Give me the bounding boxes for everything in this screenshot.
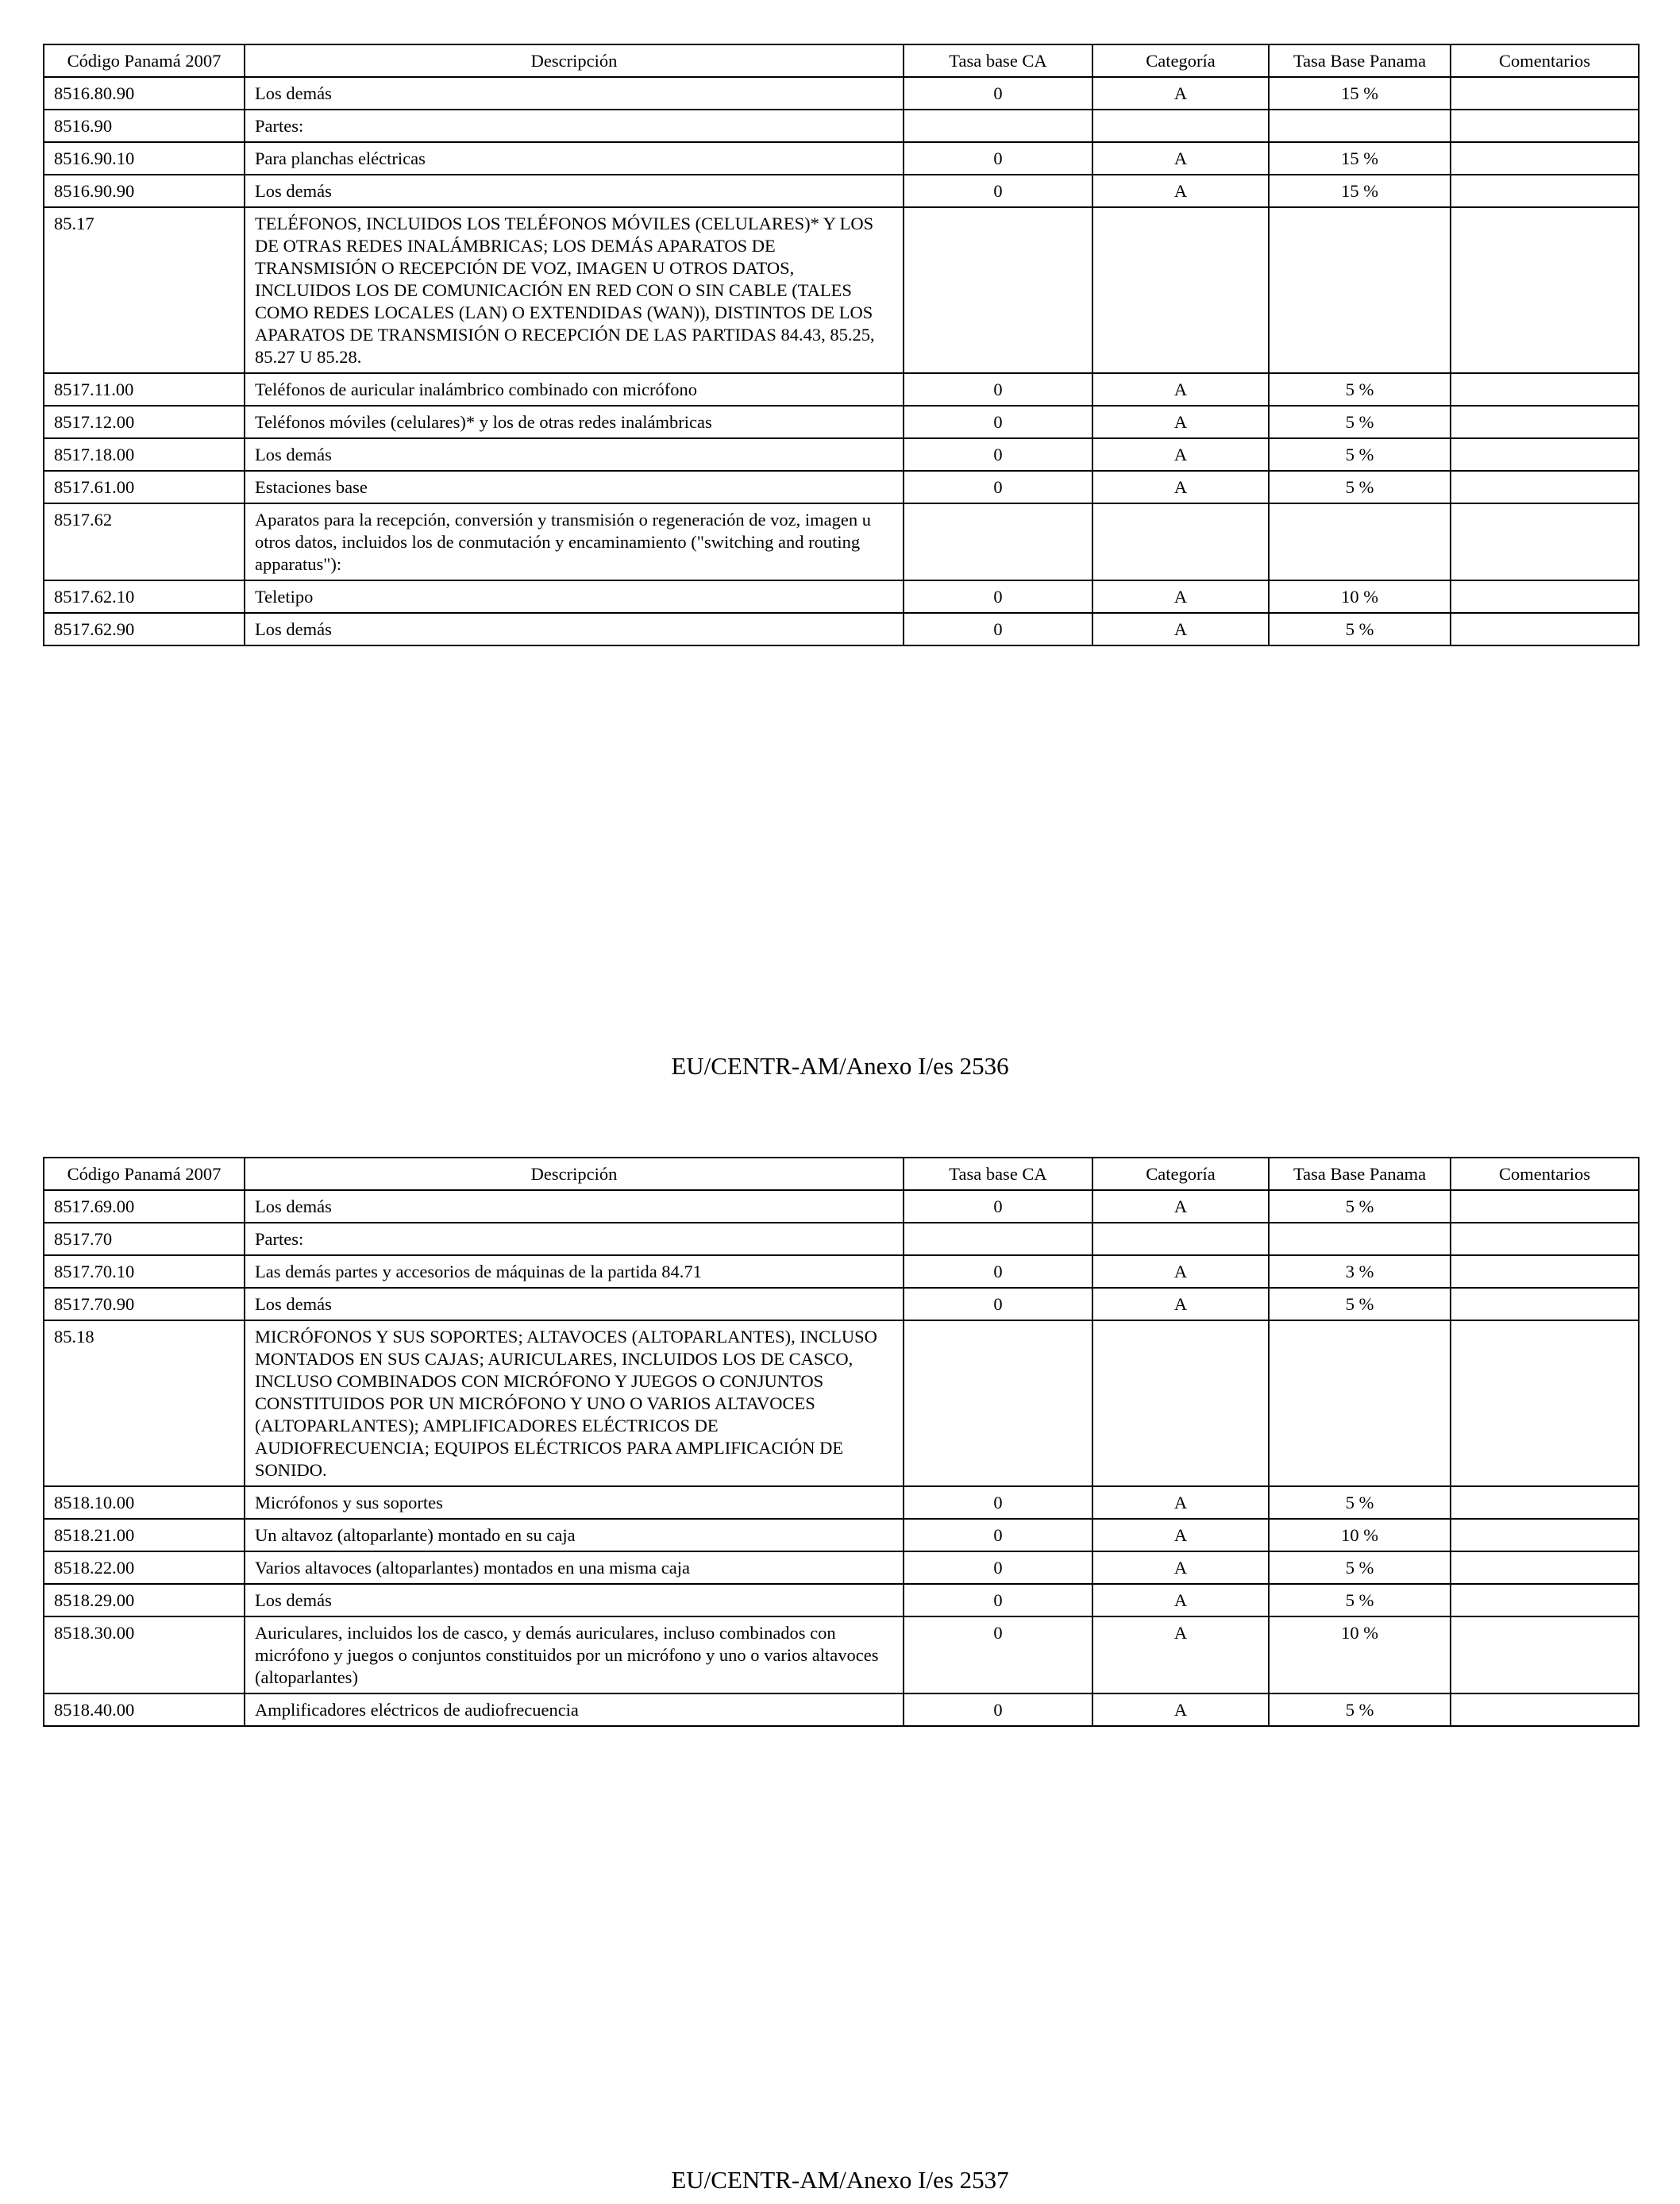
header-categoria: Categoría	[1092, 44, 1269, 77]
cell-descripcion: Un altavoz (altoparlante) montado en su caja	[245, 1519, 904, 1551]
header-tasa-base-panama: Tasa Base Panama	[1269, 44, 1451, 77]
header-codigo: Código Panamá 2007	[44, 44, 245, 77]
cell-comentarios	[1451, 1584, 1639, 1616]
cell-codigo: 85.17	[44, 207, 245, 373]
cell-tasa-base-panama: 5 %	[1269, 1486, 1451, 1519]
cell-categoria: A	[1092, 1584, 1269, 1616]
cell-codigo: 8517.70.90	[44, 1288, 245, 1320]
cell-categoria: A	[1092, 1519, 1269, 1551]
cell-descripcion: Partes:	[245, 110, 904, 142]
cell-comentarios	[1451, 503, 1639, 580]
cell-comentarios	[1451, 1223, 1639, 1255]
cell-tasa-base-ca: 0	[904, 438, 1092, 471]
cell-codigo: 8517.18.00	[44, 438, 245, 471]
header-comentarios: Comentarios	[1451, 1158, 1639, 1190]
cell-tasa-base-ca: 0	[904, 471, 1092, 503]
cell-tasa-base-panama: 5 %	[1269, 406, 1451, 438]
cell-categoria: A	[1092, 406, 1269, 438]
table-row	[44, 1519, 1639, 1551]
cell-categoria: A	[1092, 1190, 1269, 1223]
table-row	[44, 1320, 1639, 1486]
cell-comentarios	[1451, 1693, 1639, 1726]
cell-tasa-base-ca: 0	[904, 77, 1092, 110]
cell-codigo: 8518.22.00	[44, 1551, 245, 1584]
cell-categoria: A	[1092, 1255, 1269, 1288]
cell-descripcion: Para planchas eléctricas	[245, 142, 904, 175]
cell-descripcion: Los demás	[245, 613, 904, 645]
cell-codigo: 8517.11.00	[44, 373, 245, 406]
cell-tasa-base-ca: 0	[904, 1519, 1092, 1551]
cell-categoria: A	[1092, 613, 1269, 645]
cell-descripcion: Teléfonos móviles (celulares)* y los de otras redes inalámbricas	[245, 406, 904, 438]
cell-tasa-base-panama: 15 %	[1269, 175, 1451, 207]
cell-tasa-base-panama: 5 %	[1269, 613, 1451, 645]
cell-tasa-base-panama	[1269, 207, 1451, 373]
cell-tasa-base-panama: 5 %	[1269, 1190, 1451, 1223]
cell-tasa-base-ca: 0	[904, 373, 1092, 406]
cell-codigo: 8517.70	[44, 1223, 245, 1255]
cell-tasa-base-ca: 0	[904, 175, 1092, 207]
table-row	[44, 1288, 1639, 1320]
cell-tasa-base-panama	[1269, 110, 1451, 142]
table-header-row	[44, 1158, 1639, 1190]
cell-descripcion: MICRÓFONOS Y SUS SOPORTES; ALTAVOCES (ALTOPARLANTES), INCLUSO MONTADOS EN SUS CAJAS; AURICULARES, INCLUIDOS LOS DE CASCO, INCLUSO COMBINADOS CON MICRÓFONO Y JUEGOS O CONJUNTOS CONSTITUIDOS POR UN MICRÓFONO Y UNO O VARIOS ALTAVOCES (ALTOPARLANTES); AMPLIFICADORES ELÉCTRICOS DE AUDIOFRECUENCIA; EQUIPOS ELÉCTRICOS PARA AMPLIFICACIÓN DE SONIDO.	[245, 1320, 904, 1486]
cell-comentarios	[1451, 438, 1639, 471]
cell-categoria: A	[1092, 1288, 1269, 1320]
table-row	[44, 142, 1639, 175]
cell-tasa-base-panama: 15 %	[1269, 142, 1451, 175]
cell-comentarios	[1451, 373, 1639, 406]
header-comentarios: Comentarios	[1451, 44, 1639, 77]
cell-tasa-base-ca: 0	[904, 1693, 1092, 1726]
cell-comentarios	[1451, 1288, 1639, 1320]
cell-comentarios	[1451, 175, 1639, 207]
cell-categoria: A	[1092, 580, 1269, 613]
table-row	[44, 77, 1639, 110]
table-row	[44, 613, 1639, 645]
page-footer-2536: EU/CENTR-AM/Anexo I/es 2536	[671, 1052, 1009, 1080]
cell-codigo: 8518.21.00	[44, 1519, 245, 1551]
cell-tasa-base-panama: 5 %	[1269, 1584, 1451, 1616]
table-row	[44, 207, 1639, 373]
cell-categoria: A	[1092, 471, 1269, 503]
table-row	[44, 1255, 1639, 1288]
cell-comentarios	[1451, 406, 1639, 438]
cell-categoria	[1092, 207, 1269, 373]
table-row	[44, 1551, 1639, 1584]
table-row	[44, 580, 1639, 613]
cell-codigo: 8518.40.00	[44, 1693, 245, 1726]
cell-codigo: 8517.62.90	[44, 613, 245, 645]
table-row	[44, 438, 1639, 471]
cell-descripcion: Los demás	[245, 1190, 904, 1223]
cell-codigo: 8517.69.00	[44, 1190, 245, 1223]
table-row	[44, 503, 1639, 580]
cell-tasa-base-ca	[904, 1223, 1092, 1255]
cell-descripcion: Aparatos para la recepción, conversión y transmisión o regeneración de voz, imagen u otros datos, incluidos los de conmutación y encaminamiento ("switching and routing apparatus"):	[245, 503, 904, 580]
table-row	[44, 406, 1639, 438]
cell-categoria	[1092, 1223, 1269, 1255]
cell-tasa-base-ca: 0	[904, 580, 1092, 613]
cell-descripcion: Amplificadores eléctricos de audiofrecuencia	[245, 1693, 904, 1726]
cell-categoria: A	[1092, 175, 1269, 207]
cell-codigo: 8518.29.00	[44, 1584, 245, 1616]
header-tasa-base-panama: Tasa Base Panama	[1269, 1158, 1451, 1190]
cell-tasa-base-panama: 5 %	[1269, 373, 1451, 406]
cell-tasa-base-ca: 0	[904, 1255, 1092, 1288]
cell-tasa-base-ca	[904, 110, 1092, 142]
cell-tasa-base-ca: 0	[904, 406, 1092, 438]
cell-descripcion: Partes:	[245, 1223, 904, 1255]
cell-codigo: 8517.12.00	[44, 406, 245, 438]
cell-codigo: 8517.70.10	[44, 1255, 245, 1288]
cell-tasa-base-panama: 5 %	[1269, 471, 1451, 503]
tariff-table-page-2536	[43, 44, 1640, 646]
cell-tasa-base-panama: 5 %	[1269, 1693, 1451, 1726]
cell-descripcion: Micrófonos y sus soportes	[245, 1486, 904, 1519]
cell-comentarios	[1451, 1320, 1639, 1486]
cell-tasa-base-ca: 0	[904, 1616, 1092, 1693]
table-header-row	[44, 44, 1639, 77]
cell-tasa-base-ca	[904, 207, 1092, 373]
cell-codigo: 8518.10.00	[44, 1486, 245, 1519]
cell-tasa-base-panama: 15 %	[1269, 77, 1451, 110]
cell-tasa-base-panama	[1269, 503, 1451, 580]
cell-tasa-base-ca: 0	[904, 1190, 1092, 1223]
cell-comentarios	[1451, 471, 1639, 503]
cell-tasa-base-panama: 5 %	[1269, 1551, 1451, 1584]
cell-categoria: A	[1092, 1551, 1269, 1584]
cell-tasa-base-ca: 0	[904, 1486, 1092, 1519]
cell-descripcion: Los demás	[245, 438, 904, 471]
table-row	[44, 373, 1639, 406]
cell-descripcion: Los demás	[245, 1584, 904, 1616]
cell-codigo: 8516.80.90	[44, 77, 245, 110]
table-row	[44, 1693, 1639, 1726]
cell-descripcion: Teléfonos de auricular inalámbrico combinado con micrófono	[245, 373, 904, 406]
cell-categoria	[1092, 110, 1269, 142]
cell-categoria: A	[1092, 1486, 1269, 1519]
cell-categoria: A	[1092, 142, 1269, 175]
cell-tasa-base-ca	[904, 503, 1092, 580]
cell-comentarios	[1451, 142, 1639, 175]
cell-codigo: 8517.62	[44, 503, 245, 580]
cell-categoria	[1092, 503, 1269, 580]
table-row	[44, 471, 1639, 503]
table-row	[44, 1616, 1639, 1693]
table-row	[44, 175, 1639, 207]
cell-tasa-base-panama	[1269, 1320, 1451, 1486]
cell-codigo: 8518.30.00	[44, 1616, 245, 1693]
page-footer-2537: EU/CENTR-AM/Anexo I/es 2537	[671, 2166, 1009, 2194]
tariff-table-page-2537	[43, 1157, 1640, 1727]
cell-codigo: 8516.90.10	[44, 142, 245, 175]
cell-codigo: 8517.62.10	[44, 580, 245, 613]
header-codigo: Código Panamá 2007	[44, 1158, 245, 1190]
cell-comentarios	[1451, 110, 1639, 142]
cell-categoria: A	[1092, 373, 1269, 406]
header-descripcion: Descripción	[245, 44, 904, 77]
cell-categoria: A	[1092, 1693, 1269, 1726]
cell-tasa-base-panama: 5 %	[1269, 438, 1451, 471]
cell-comentarios	[1451, 1190, 1639, 1223]
cell-categoria	[1092, 1320, 1269, 1486]
cell-categoria: A	[1092, 77, 1269, 110]
table-row	[44, 1223, 1639, 1255]
header-tasa-base-ca: Tasa base CA	[904, 44, 1092, 77]
cell-descripcion: Los demás	[245, 1288, 904, 1320]
cell-codigo: 8517.61.00	[44, 471, 245, 503]
header-descripcion: Descripción	[245, 1158, 904, 1190]
cell-codigo: 85.18	[44, 1320, 245, 1486]
cell-comentarios	[1451, 1255, 1639, 1288]
cell-comentarios	[1451, 1486, 1639, 1519]
cell-tasa-base-ca: 0	[904, 1551, 1092, 1584]
cell-codigo: 8516.90.90	[44, 175, 245, 207]
cell-descripcion: Varios altavoces (altoparlantes) montados en una misma caja	[245, 1551, 904, 1584]
cell-tasa-base-panama: 10 %	[1269, 1616, 1451, 1693]
cell-tasa-base-ca: 0	[904, 142, 1092, 175]
cell-comentarios	[1451, 1519, 1639, 1551]
cell-comentarios	[1451, 613, 1639, 645]
cell-comentarios	[1451, 580, 1639, 613]
cell-tasa-base-panama: 10 %	[1269, 580, 1451, 613]
cell-tasa-base-panama	[1269, 1223, 1451, 1255]
table-row	[44, 110, 1639, 142]
cell-tasa-base-panama: 10 %	[1269, 1519, 1451, 1551]
cell-tasa-base-ca: 0	[904, 1288, 1092, 1320]
cell-descripcion: Las demás partes y accesorios de máquinas de la partida 84.71	[245, 1255, 904, 1288]
cell-tasa-base-panama: 5 %	[1269, 1288, 1451, 1320]
cell-descripcion: Auriculares, incluidos los de casco, y demás auriculares, incluso combinados con micrófono y juegos o conjuntos constituidos por un micrófono y uno o varios altavoces (altoparlantes)	[245, 1616, 904, 1693]
cell-categoria: A	[1092, 438, 1269, 471]
cell-codigo: 8516.90	[44, 110, 245, 142]
table-row	[44, 1584, 1639, 1616]
cell-tasa-base-panama: 3 %	[1269, 1255, 1451, 1288]
header-categoria: Categoría	[1092, 1158, 1269, 1190]
cell-descripcion: Los demás	[245, 77, 904, 110]
cell-categoria: A	[1092, 1616, 1269, 1693]
table-row	[44, 1190, 1639, 1223]
cell-comentarios	[1451, 1551, 1639, 1584]
cell-descripcion: Los demás	[245, 175, 904, 207]
table-row	[44, 1486, 1639, 1519]
cell-tasa-base-ca	[904, 1320, 1092, 1486]
cell-tasa-base-ca: 0	[904, 613, 1092, 645]
cell-comentarios	[1451, 1616, 1639, 1693]
header-tasa-base-ca: Tasa base CA	[904, 1158, 1092, 1190]
cell-comentarios	[1451, 207, 1639, 373]
cell-descripcion: TELÉFONOS, INCLUIDOS LOS TELÉFONOS MÓVILES (CELULARES)* Y LOS DE OTRAS REDES INALÁMBRICAS; LOS DEMÁS APARATOS DE TRANSMISIÓN O RECEPCIÓN DE VOZ, IMAGEN U OTROS DATOS, INCLUIDOS LOS DE COMUNICACIÓN EN RED CON O SIN CABLE (TALES COMO REDES LOCALES (LAN) O EXTENDIDAS (WAN)), DISTINTOS DE LOS APARATOS DE TRANSMISIÓN O RECEPCIÓN DE LAS PARTIDAS 84.43, 85.25, 85.27 U 85.28.	[245, 207, 904, 373]
cell-descripcion: Teletipo	[245, 580, 904, 613]
cell-descripcion: Estaciones base	[245, 471, 904, 503]
cell-tasa-base-ca: 0	[904, 1584, 1092, 1616]
cell-comentarios	[1451, 77, 1639, 110]
